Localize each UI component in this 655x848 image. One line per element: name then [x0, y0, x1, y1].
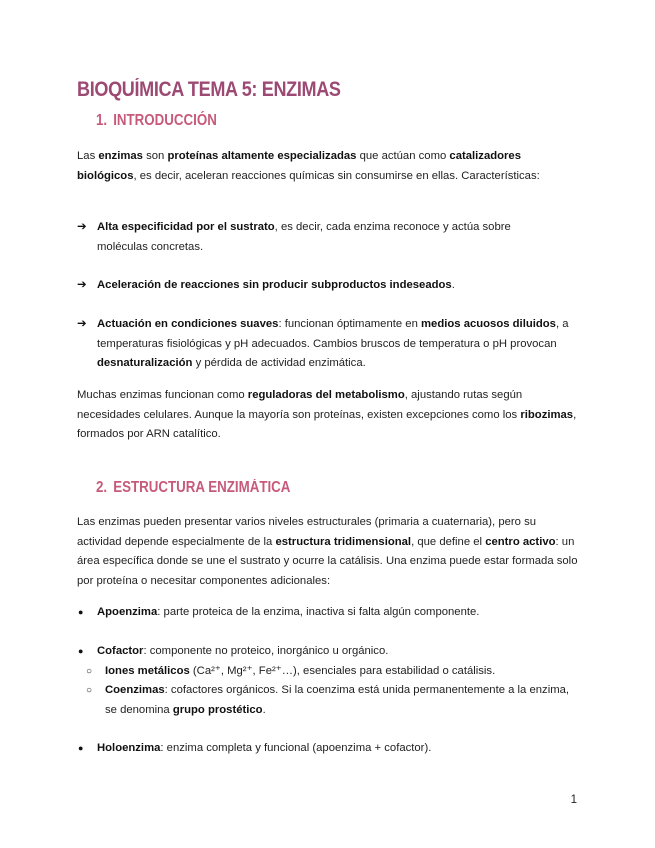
- sub-item-iones-metalicos: ○ Iones metálicos (Ca²⁺, Mg²⁺, Fe²⁺…), esenciales para estabilidad o catálisis.: [105, 662, 575, 682]
- bullet-disc-icon: ●: [78, 607, 84, 617]
- list-item-condiciones-suaves: ➔ Actuación en condiciones suaves: funcionan óptimamente en medios acuosos diluidos, a temperaturas fisiológicas y pH adecuados. Cambios bruscos de temperatura o pH provocan desnaturalización y pérdida de actividad enzimática.: [97, 315, 575, 374]
- document-title: BIOQUÍMICA TEMA 5: ENZIMAS: [77, 78, 341, 101]
- bullet-disc-icon: ●: [78, 743, 84, 753]
- estructura-paragraph: Las enzimas pueden presentar varios niveles estructurales (primaria a cuaternaria), pero su actividad depende especialmente de la estructura tridimensional, que define el centro activo: un área específica donde se une el sustrato y ocurre la catálisis. Una enzima puede estar formada solo por proteína o necesitar componentes adicionales:: [77, 516, 578, 587]
- list-item-cofactor: ● Cofactor: componente no proteico, inorgánico u orgánico.: [97, 642, 567, 662]
- list-item-holoenzima: ● Holoenzima: enzima completa y funcional (apoenzima + cofactor).: [97, 739, 567, 759]
- section-heading-estructura: [96, 479, 290, 497]
- section-number: 2.: [96, 479, 108, 496]
- list-item-aceleracion: ➔ Aceleración de reacciones sin producir subproductos indeseados.: [97, 276, 567, 296]
- page-number: 1: [570, 794, 577, 806]
- section-number: 1.: [96, 112, 108, 129]
- section-title: INTRODUCCIÓN: [113, 112, 217, 129]
- arrow-icon: ➔: [77, 279, 87, 291]
- bullet-circle-icon: ○: [86, 666, 93, 677]
- list-item-especificidad: ➔ Alta especificidad por el sustrato, es decir, cada enzima reconoce y actúa sobre moléculas concretas.: [97, 218, 559, 257]
- bullet-circle-icon: ○: [86, 685, 93, 696]
- section-heading-introduccion: [96, 112, 217, 130]
- list-item-apoenzima: ● Apoenzima: parte proteica de la enzima, inactiva si falta algún componente.: [97, 603, 567, 623]
- closing-paragraph: Muchas enzimas funcionan como reguladoras del metabolismo, ajustando rutas según necesidades celulares. Aunque la mayoría son proteínas, existen excepciones como los ribozimas, formados por ARN catalítico.: [77, 389, 577, 440]
- arrow-icon: ➔: [77, 318, 87, 330]
- section-title: ESTRUCTURA ENZIMÁTICA: [113, 479, 291, 496]
- sub-item-coenzimas: ○ Coenzimas: cofactores orgánicos. Si la coenzima está unida permanentemente a la enzima, se denomina grupo prostético.: [105, 681, 577, 720]
- intro-paragraph: Las enzimas son proteínas altamente especializadas que actúan como catalizadores biológicos, es decir, aceleran reacciones químicas sin consumirse en ellas. Características:: [77, 150, 540, 182]
- bullet-disc-icon: ●: [78, 646, 84, 656]
- arrow-icon: ➔: [77, 221, 87, 233]
